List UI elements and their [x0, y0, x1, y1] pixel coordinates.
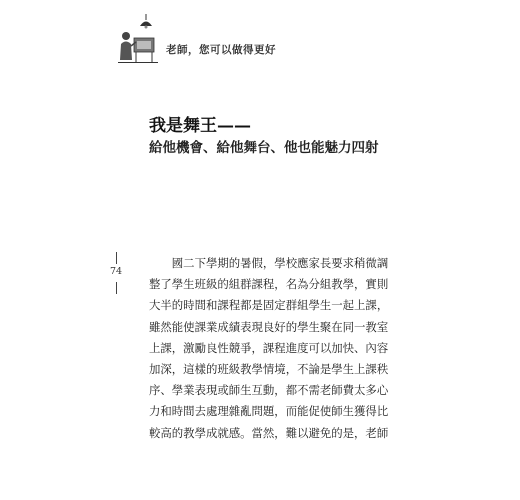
chapter-subtitle: 給他機會、給他舞台、他也能魅力四射	[149, 140, 379, 156]
body-line: 大半的時間和課程都是固定群組學生一起上課，	[149, 298, 389, 313]
running-head: 老師，您可以做得更好	[166, 44, 276, 56]
body-line: 較高的教學成就感。當然，難以避免的是，老師	[149, 425, 389, 440]
body-line: 上課，激勵良性競爭，課程進度可以加快、內容	[149, 340, 389, 355]
header-rule	[118, 62, 158, 63]
body-paragraph	[149, 253, 389, 444]
body-line: 整了學生班級的組群課程，名為分組教學，實則	[149, 277, 389, 292]
body-line: 力和時間去處理雜亂問題，而能促使師生獲得比	[149, 404, 389, 419]
page-number: 74	[110, 266, 123, 277]
body-line: 雖然能使課業成績表現良好的學生聚在同一教室	[149, 319, 389, 334]
page-number-block	[109, 252, 125, 296]
classroom-illustration-icon	[116, 14, 162, 66]
body-line: 國二下學期的暑假，學校應家長要求稍微調	[149, 256, 389, 270]
page-number-tick-top	[116, 252, 117, 264]
body-line: 加深，這樣的班級教學情境，不論是學生上課秩	[149, 361, 389, 376]
chapter-title: 我是舞王——	[149, 116, 251, 136]
body-line: 序、學業表現或師生互動，都不需老師費太多心	[149, 383, 389, 398]
page-number-tick-bottom	[116, 282, 117, 294]
